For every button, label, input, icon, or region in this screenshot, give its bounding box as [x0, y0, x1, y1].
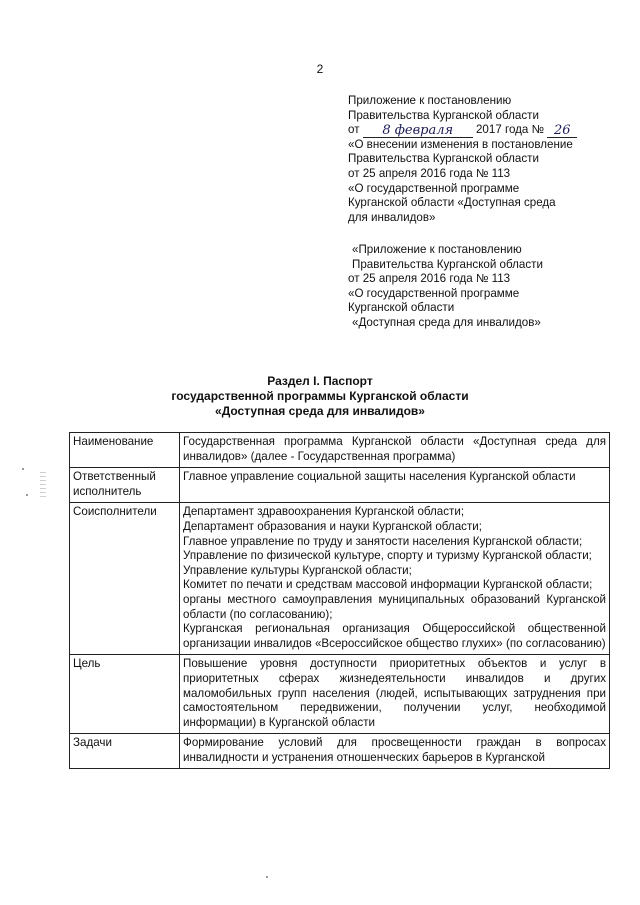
passport-value: [180, 655, 610, 734]
annex-line: Приложение к постановлению: [348, 94, 512, 107]
annex2-line: Правительства Курганской области: [352, 257, 543, 271]
passport-value-line: Комитет по печати и средствам массовой информации Курганской области;: [183, 578, 593, 592]
passport-value: [180, 468, 610, 503]
passport-value-line: Государственная программа Курганской области «Доступная среда для инвалидов» (далее - Государственная программа): [183, 435, 606, 463]
passport-value: [180, 734, 610, 769]
handwritten-day: 8 февраля: [363, 124, 473, 138]
passport-value-line: Формирование условий для просвещенности граждан в вопросах инвалидности и устранения отношенческих барьеров в Курганской: [183, 736, 606, 764]
passport-row: [70, 468, 610, 503]
scan-artifact: [26, 494, 28, 496]
page-number: 2: [316, 62, 324, 76]
annex2-line: Курганской области: [348, 301, 455, 315]
passport-row: [70, 503, 610, 655]
handwritten-number: 26: [547, 124, 577, 138]
passport-value-line: Курганская региональная организация Общероссийской общественной организации инвалидов «Всероссийское общество глухих» (по согласованию): [183, 622, 606, 650]
annex2-line: «О государственной программе: [348, 286, 520, 300]
passport-table: [69, 432, 610, 769]
scan-artifact: [266, 876, 268, 878]
passport-value-line: Департамент здравоохранения Курганской области;: [183, 505, 465, 519]
passport-label: Наименование: [70, 433, 180, 468]
passport-value: [180, 503, 610, 655]
annex-line: «О государственной программе: [348, 181, 520, 195]
passport-value-line: Повышение уровня доступности приоритетных объектов и услуг в приоритетных сферах жизнедеятельности инвалидов и других маломобильных групп населения (людей, испытывающих затруднения при самостоятельном передвижении, получении услуг, необходимой информации) в Курганской области: [183, 657, 606, 729]
passport-label: Соисполнители: [70, 503, 180, 655]
annex2-line: «Доступная среда для инвалидов»: [352, 315, 541, 329]
section-title-line: Раздел I. Паспорт: [267, 374, 373, 388]
annex-year: 2017 года №: [475, 123, 545, 137]
passport-value-line: Главное управление по труду и занятости населения Курганской области;: [183, 534, 583, 548]
annex2-block: [348, 243, 618, 331]
passport-value-line: Управление культуры Курганской области;: [183, 563, 412, 577]
annex-line: Правительства Курганской области: [348, 108, 539, 122]
annex-from: от: [348, 123, 360, 137]
annex-line: от 25 апреля 2016 года № 113: [348, 166, 511, 180]
annex-date-line: [348, 123, 618, 138]
passport-value-line: Департамент образования и науки Курганской области;: [183, 519, 482, 533]
passport-value-line: Управление по физической культуре, спорту и туризму Курганской области;: [183, 549, 592, 563]
passport-row: [70, 734, 610, 769]
annex-line: Правительства Курганской области: [348, 152, 539, 166]
scan-artifact: [22, 468, 24, 470]
annex-line: Курганской области «Доступная среда: [348, 196, 556, 210]
annex-block: [348, 94, 618, 225]
section-title: [0, 374, 640, 419]
passport-label: Цель: [70, 655, 180, 734]
passport-row: [70, 433, 610, 468]
scan-artifact: [40, 472, 46, 500]
annex-line: «О внесении изменения в постановление: [348, 137, 573, 151]
passport-value-line: органы местного самоуправления муниципальных образований Курганской области (по согласованию);: [183, 592, 606, 621]
passport-value: [180, 433, 610, 468]
annex-line: для инвалидов»: [348, 210, 436, 224]
section-title-line: государственной программы Курганской области: [171, 389, 469, 403]
passport-value-line: Главное управление социальной защиты населения Курганской области: [183, 470, 576, 484]
passport-label: Ответственный исполнитель: [70, 468, 180, 503]
passport-label: Задачи: [70, 734, 180, 769]
annex2-line: от 25 апреля 2016 года № 113: [348, 272, 511, 286]
section-title-line: «Доступная среда для инвалидов»: [215, 404, 425, 418]
annex2-line: «Приложение к постановлению: [352, 243, 522, 256]
passport-row: [70, 655, 610, 734]
